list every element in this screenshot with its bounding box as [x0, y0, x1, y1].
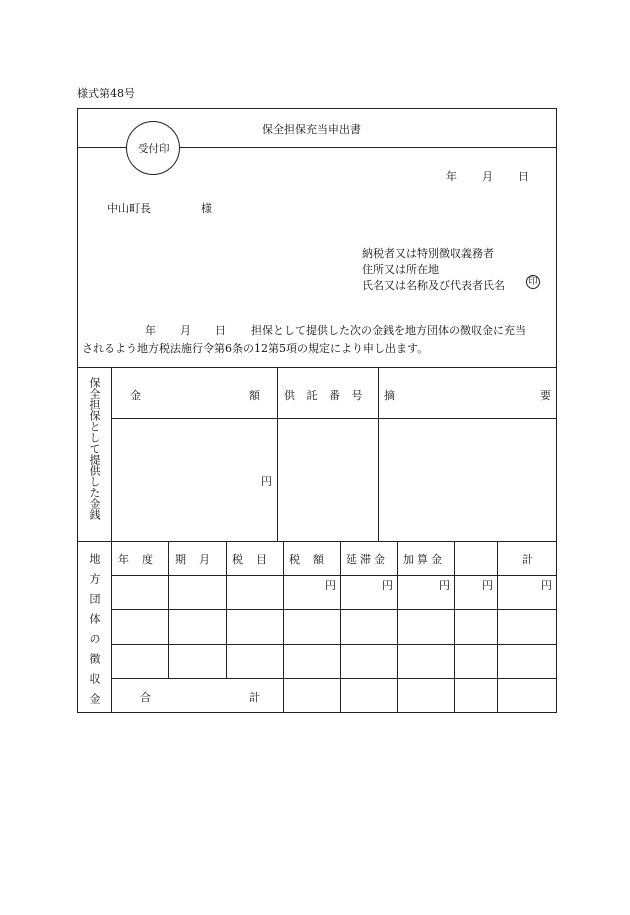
section1-col-divider-2 [378, 367, 379, 541]
header-fiscal-year: 年 度 [118, 553, 154, 566]
applicant-address-label: 住所又は所在地 [362, 263, 439, 276]
section2-row-line-3 [111, 678, 557, 679]
col-line-tax-item [226, 541, 227, 678]
unit-additional: 円 [439, 579, 450, 592]
addressee-honorific: 様 [201, 202, 212, 215]
unit-total: 円 [541, 579, 552, 592]
form-title: 保全担保充当申出書 [262, 123, 361, 136]
col-line-tax-amount [283, 541, 284, 713]
statement-month: 月 [180, 324, 191, 337]
header-amount-b: 額 [249, 389, 260, 402]
section1-col-divider-1 [277, 367, 278, 541]
header-amount-a: 金 [130, 389, 141, 402]
section2-label-divider [111, 541, 112, 713]
receipt-stamp-label: 受付印 [138, 143, 170, 155]
section1-top-line [77, 367, 557, 368]
section2-top-line [77, 541, 557, 542]
date-month: 月 [482, 170, 493, 183]
section2-row-line-2 [111, 644, 557, 645]
header-period: 期 月 [175, 553, 211, 566]
section1-header-line [111, 418, 557, 419]
amount-unit: 円 [261, 475, 272, 488]
section1-label: 保全担保として提供した金銭 [88, 377, 101, 520]
form-number: 様式第48号 [77, 87, 135, 100]
section2-row-line-1 [111, 609, 557, 610]
applicant-type-label: 納税者又は特別徴収義務者 [362, 247, 494, 260]
header-remarks-b: 要 [540, 389, 551, 402]
date-day: 日 [518, 170, 529, 183]
header-remarks-a: 摘 [384, 389, 395, 402]
header-tax-amount: 税 額 [289, 553, 325, 566]
header-delinquency: 延滞金 [346, 553, 388, 566]
statement-day: 日 [215, 324, 226, 337]
section1-label-divider [111, 367, 112, 541]
total-label-a: 合 [140, 691, 151, 704]
statement-line1: 担保として提供した次の金銭を地方団体の徴収金に充当 [251, 324, 526, 337]
section2-label: 地方団体の徴収金 [88, 553, 101, 713]
header-additional: 加算金 [403, 553, 445, 566]
col-line-total [497, 541, 498, 713]
col-line-additional [397, 541, 398, 713]
header-total: 計 [522, 553, 533, 566]
unit-tax-amount: 円 [325, 579, 336, 592]
applicant-name-label: 氏名又は名称及び代表者氏名 [362, 279, 505, 292]
unit-delinquency: 円 [382, 579, 393, 592]
statement-line2: されるよう地方税法施行令第6条の12第5項の規定により申し出ます。 [82, 342, 429, 355]
col-line-delinquency [340, 541, 341, 713]
total-label-b: 計 [249, 691, 260, 704]
form-frame [77, 108, 557, 713]
col-line-blank [454, 541, 455, 713]
seal-mark: 印 [526, 275, 540, 289]
unit-blank: 円 [482, 579, 493, 592]
section2-header-line [111, 575, 557, 576]
date-year: 年 [446, 170, 457, 183]
header-deposit-number: 供 託 番 号 [284, 389, 367, 402]
statement-year: 年 [145, 324, 156, 337]
col-line-period [168, 541, 169, 678]
header-tax-item: 税 目 [232, 553, 268, 566]
addressee-name: 中山町長 [107, 202, 151, 215]
